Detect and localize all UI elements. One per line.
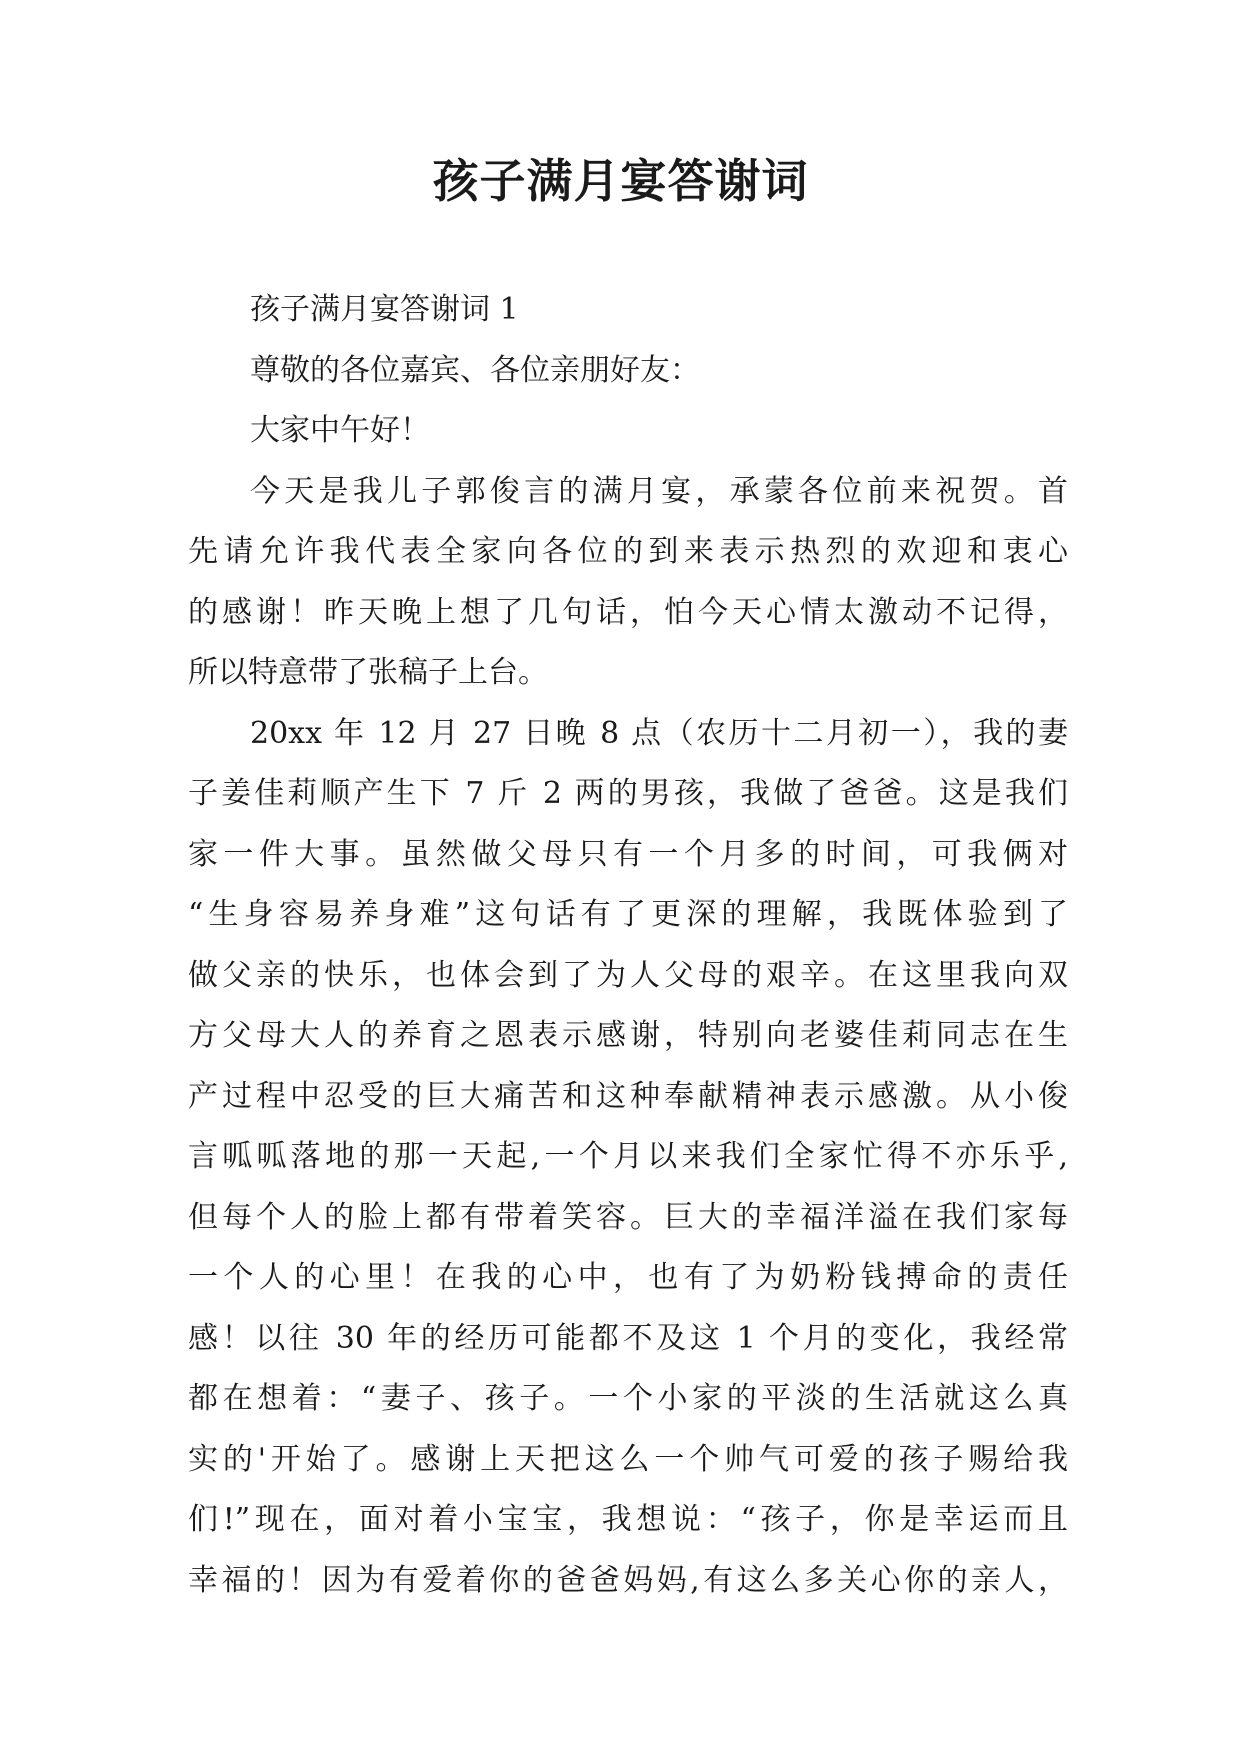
paragraph-line: 们!”现在，面对着小宝宝，我想说：“孩子，你是幸运而且 <box>188 1502 1068 1537</box>
greeting: 大家中午好！ <box>250 413 430 448</box>
paragraph-line: 幸福的！因为有爱着你的爸爸妈妈,有这么多关心你的亲人， <box>188 1562 1068 1598</box>
section-heading: 孩子满月宴答谢词 1 <box>250 292 519 327</box>
paragraph-line: 方父母大人的养育之恩表示感谢，特别向老婆佳莉同志在生 <box>188 1018 1068 1053</box>
paragraph-line: 先请允许我代表全家向各位的到来表示热烈的欢迎和衷心 <box>188 534 1068 569</box>
paragraph-line: 但每个人的脸上都有带着笑容。巨大的幸福洋溢在我们家每 <box>188 1199 1068 1235</box>
document-title: 孩子满月宴答谢词 <box>432 154 809 208</box>
paragraph-line: 都在想着：“妻子、孩子。一个小家的平淡的生活就这么真 <box>188 1381 1068 1416</box>
paragraph-line: 子姜佳莉顺产生下 7 斤 2 两的男孩，我做了爸爸。这是我们 <box>188 776 1068 811</box>
paragraph-line: 今天是我儿子郭俊言的满月宴，承蒙各位前来祝贺。首 <box>250 473 1068 509</box>
paragraph-line: 做父亲的快乐，也体会到了为人父母的艰辛。在这里我向双 <box>188 957 1068 993</box>
paragraph-line: 言呱呱落地的那一天起,一个月以来我们全家忙得不亦乐乎, <box>188 1139 1068 1174</box>
paragraph-line: 实的'开始了。感谢上天把这么一个帅气可爱的孩子赐给我 <box>188 1441 1068 1477</box>
paragraph-line: 20xx 年 12 月 27 日晚 8 点（农历十二月初一），我的妻 <box>250 715 1068 751</box>
document-body <box>188 280 1068 1611</box>
paragraph-line: 一个人的心里！在我的心中，也有了为奶粉钱搏命的责任 <box>188 1260 1068 1295</box>
paragraph-line: 家一件大事。虽然做父母只有一个月多的时间，可我俩对 <box>188 836 1068 872</box>
paragraph-line: 产过程中忍受的巨大痛苦和这种奉献精神表示感激。从小俊 <box>188 1078 1068 1114</box>
paragraph-line: 所以特意带了张稿子上台。 <box>188 655 548 690</box>
paragraph-line: 感！以往 30 年的经历可能都不及这 1 个月的变化，我经常 <box>188 1320 1068 1356</box>
paragraph-line: 的感谢！昨天晚上想了几句话，怕今天心情太激动不记得， <box>188 594 1068 630</box>
paragraph-line: “生身容易养身难”这句话有了更深的理解，我既体验到了 <box>188 897 1068 932</box>
salutation: 尊敬的各位嘉宾、各位亲朋好友： <box>250 352 700 388</box>
